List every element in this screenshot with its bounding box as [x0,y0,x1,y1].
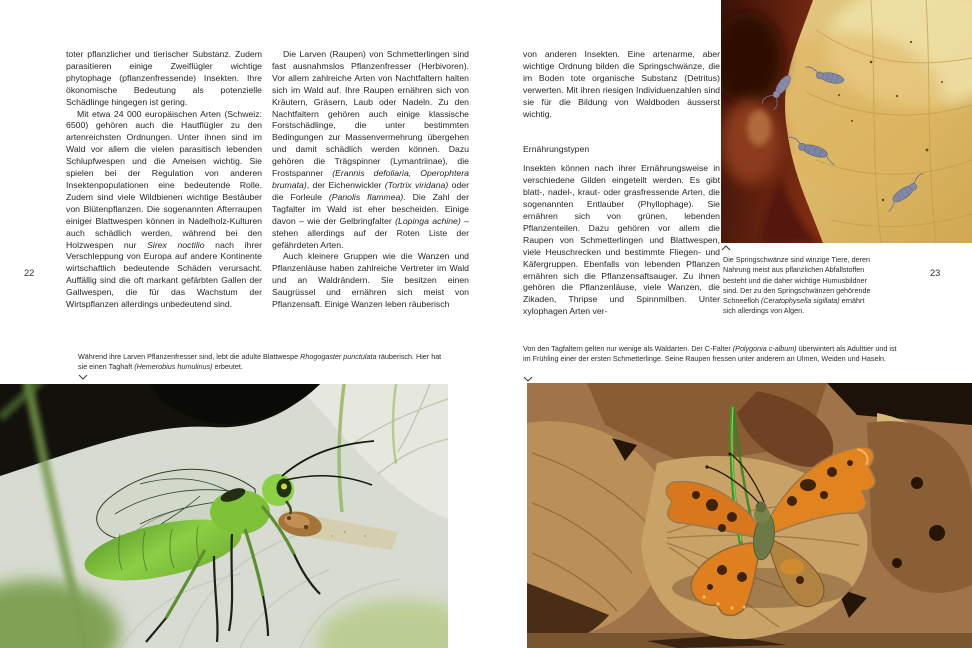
chevron-down-icon [523,376,533,382]
caption-butterfly: Von den Tagfaltern gelten nur wenige als Waldarten. Der C-Falter (Polygonia c-album) überwintert als Adulttier und ist im Frühling einer der ersten Schmetterlinge. Seine Raupen fressen unter anderem an Ulmen, Weiden und Haseln. [523,344,897,364]
body-paragraph: Die Larven (Raupen) von Schmetterlingen sind fast ausnahmslos Pflanzenfresser (Herbivoren). Vor allem zahlreiche Arten von Nachtfaltern halten sich im Wald auf. Ihre Raupen ernähren sich von Kräutern, Gräsern, Laub oder Nadeln. Zu den Nachtfaltern gehören auch einige klassische Forstschädlinge, die unter bestimmten Bedingungen zur Massenvermehrung übergehen und damit schädlich werden können. Dazu gehören die Trägspinner (Lymantriinae), die Frostspanner (Erannis defoliaria, Operophtera brumata), der Eichenwickler (Tortrix viridana) oder die Forleule (Panolis flammea). Die Zahl der Tagfalter im Wald ist eher bescheiden. Einige davon – wie der Gelbringfalter (Lopinga achine) – stehen allerdings auf der Roten Liste der gefährdeten Arten. [272,49,469,250]
caption-sawfly: Während ihre Larven Pflanzenfresser sind, lebt die adulte Blattwespe Rhogogaster punctulata räuberisch. Hier hat sie einen Taghaft (Hemerobius humulinus) erbeutet. [78,352,442,372]
chevron-down-icon [78,374,88,380]
text-column-2 [272,49,469,311]
springtails-photo [721,0,972,243]
caption-springtails: Die Springschwänze sind winzige Tiere, deren Nahrung meist aus pflanzlichen Abfallstoffen besteht und die daher wichtige Humusbildner sind. Der zu den Springschwänzen gehörende Schneefloh (Ceratophysella sigillata) ernährt sich allerdings von Algen. [723,255,871,316]
body-paragraph: toter pflanzlicher und tierischer Substanz. Zudem parasitieren einige Zweiflügler wichtige phytophage (pflanzenfressende) Insekten. Ihre ökonomische Bedeutung als potenzielle Schädlinge hingegen ist gering. [66,49,262,107]
page-number-right: 23 [930,268,941,278]
section-heading: Ernährungstypen [523,144,590,155]
body-paragraph: von anderen Insekten. Eine artenarme, aber wichtige Ordnung bilden die Springschwänze, die im Boden tote organische Substanz (Detritus) verwerten. Mit ihren riesigen Individuenzahlen sind sie für die Bildung von Waldboden äusserst wichtig. [523,49,720,119]
sawfly-photo [0,384,448,648]
body-paragraph: Mit etwa 24 000 europäischen Arten (Schweiz: 6500) gehören auch die Hautflügler zu den artenreichsten Ordnungen. Unter ihnen sind im Wald vor allem die vielen parasitisch lebenden Schlupfwespen und die Ameisen wichtig. Sie spielen bei der Regulation von anderen Insektenpopulationen eine bedeutende Rolle. Zudem sind viele Wildbienen wichtige Bestäuber von Blütenpflanzen. Die sogenannten Afterraupen einiger Blattwespen können in Nadelholz-Kulturen auch schädlich werden, während bei den Holzwespen nur Sirex noctilio nach ihrer Verschleppung von Europa auf andere Kontinente wirtschaftlich bedeutende Schäden verursacht. Auffällig sind die oft markant gefärbten Gallen der Gallwespen, die für das Wachstum der Wirtspflanzen allerdings unbedeutend sind. [66,108,263,310]
body-paragraph: Auch kleinere Gruppen wie die Wanzen und Pflanzenläuse haben zahlreiche Vertreter im Wald und an Waldrändern. Sie besitzen einen Saugrüssel und ernähren sich meist von Pflanzensaft. Einige Wanzen leben räuberisch [272,251,469,310]
butterfly-photo-image [527,383,972,648]
chevron-up-icon [721,245,731,251]
body-paragraph: Insekten können nach ihrer Ernährungsweise in verschiedene Gilden eingeteilt werden. Es gibt blatt-, nadel-, kraut- oder grasfressende Arten, die sogenannten Entlauber (Phyllophage). Sie ernähren sich von grünen, lebenden Pflanzenteilen. Dazu gehören vor allem die Raupen von Schmetterlingen und Blattwespen, viele Heuschrecken und bestimmte Fliegen- und Käfergruppen. Ebenfalls von lebenden Pflanzen ernähren sich die Pflanzensaftsauger. Zu ihnen gehören die Pflanzenläuse, viele Wanzen, die Zikaden, Thripse und Spinnmilben. Unter xylophagen Arten ver- [523,163,720,317]
sawfly-photo-image [0,384,448,648]
butterfly-photo [527,383,972,648]
page-number-left: 22 [24,268,35,278]
text-column-1 [66,49,262,311]
springtails-photo-image [721,0,972,243]
text-column-3 [523,49,720,318]
